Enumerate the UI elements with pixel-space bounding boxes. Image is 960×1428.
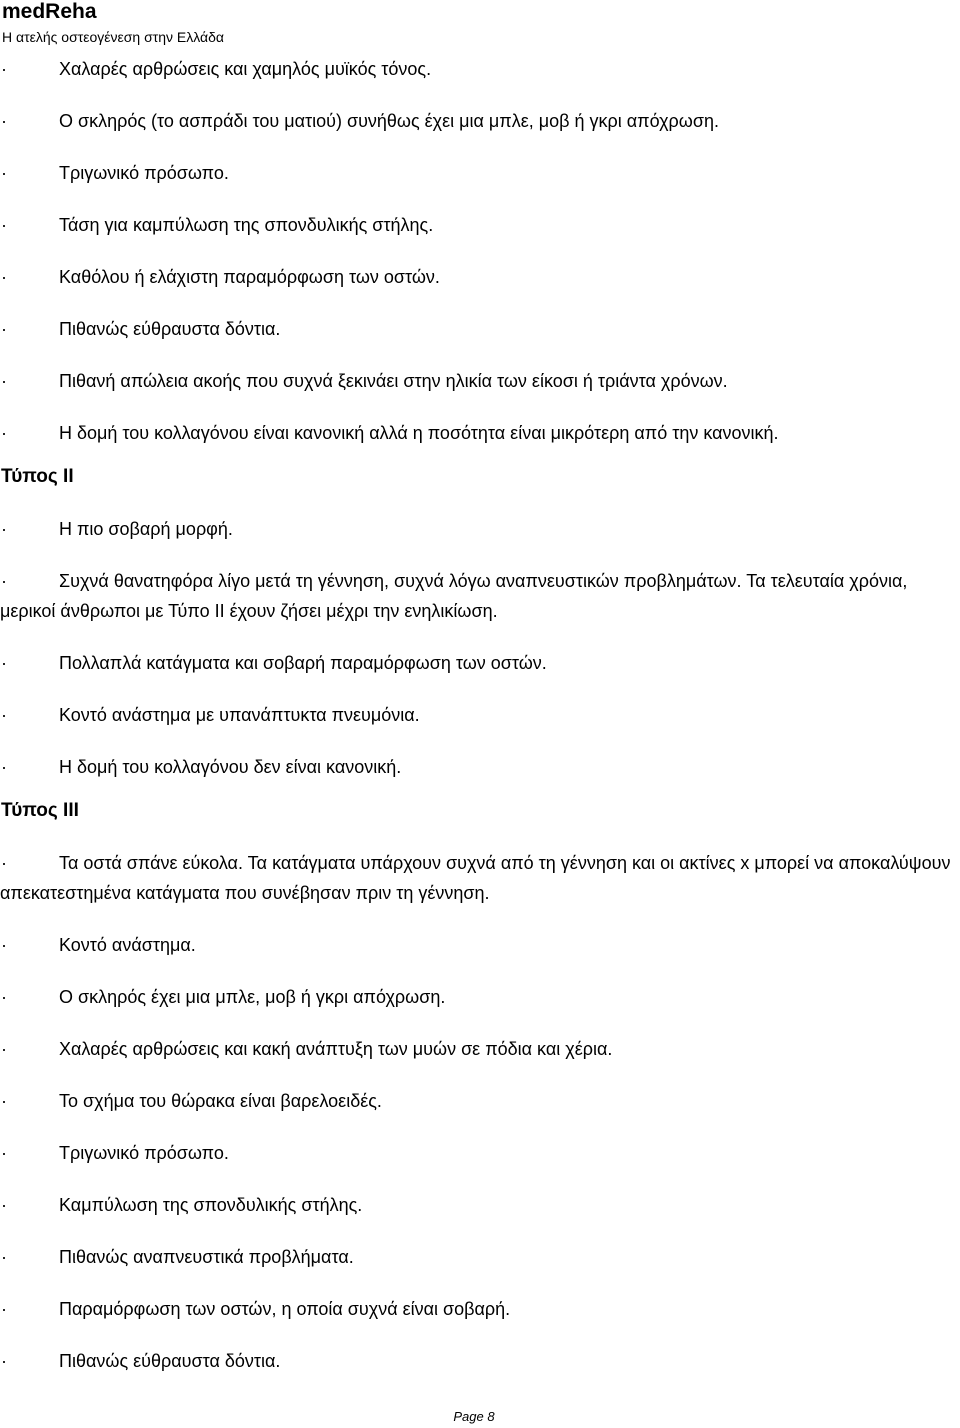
list-item-text: Κοντό ανάστημα με υπανάπτυκτα πνευμόνια. — [59, 705, 420, 725]
section-heading-type-3: Τύπος ΙΙΙ — [1, 800, 79, 821]
list-item — [0, 1294, 960, 1324]
bullet-glyph: · — [1, 1143, 7, 1163]
list-item — [0, 418, 960, 448]
list-item-text: Χαλαρές αρθρώσεις και χαμηλός μυϊκός τόνος. — [59, 59, 432, 79]
list-item — [0, 1190, 960, 1220]
list-item-text: Πιθανώς αναπνευστικά προβλήματα. — [59, 1247, 354, 1267]
bullet-glyph: · — [1, 1247, 7, 1267]
list-item — [0, 514, 960, 544]
list-item-text: Η δομή του κολλαγόνου είναι κανονική αλλά η ποσότητα είναι μικρότερη από την κανονική. — [59, 423, 779, 443]
brand-title: medReha — [2, 0, 97, 23]
list-item — [0, 210, 960, 240]
list-item-text: Πιθανώς εύθραυστα δόντια. — [59, 319, 281, 339]
list-item-text: Καθόλου ή ελάχιστη παραμόρφωση των οστών. — [59, 267, 440, 287]
list-item — [0, 1138, 960, 1168]
list-item — [0, 848, 960, 908]
bullet-glyph: · — [1, 423, 7, 443]
bullet-glyph: · — [1, 1299, 7, 1319]
bullet-glyph: · — [1, 571, 7, 591]
bullet-glyph: · — [1, 1195, 7, 1215]
list-item-text: Κοντό ανάστημα. — [59, 935, 196, 955]
list-item — [0, 1242, 960, 1272]
list-item — [0, 566, 960, 626]
bullet-glyph: · — [1, 653, 7, 673]
bullet-glyph: · — [1, 111, 7, 131]
list-item-text: Πιθανώς εύθραυστα δόντια. — [59, 1351, 281, 1371]
bullet-glyph: · — [1, 1091, 7, 1111]
list-item-text: Πιθανή απώλεια ακοής που συχνά ξεκινάει στην ηλικία των είκοσι ή τριάντα χρόνων. — [59, 371, 728, 391]
list-item-text: Η πιο σοβαρή μορφή. — [59, 519, 233, 539]
bullet-glyph: · — [1, 215, 7, 235]
list-item-text: Καμπύλωση της σπονδυλικής στήλης. — [59, 1195, 363, 1215]
bullet-glyph: · — [1, 267, 7, 287]
list-item-text: Πολλαπλά κατάγματα και σοβαρή παραμόρφωση των οστών. — [59, 653, 547, 673]
bullet-glyph: · — [1, 853, 7, 873]
list-item-text: Τριγωνικό πρόσωπο. — [59, 1143, 229, 1163]
list-item-text: Ο σκληρός (το ασπράδι του ματιού) συνήθως έχει μια μπλε, μοβ ή γκρι απόχρωση. — [59, 111, 719, 131]
list-item — [0, 1034, 960, 1064]
bullet-glyph: · — [1, 705, 7, 725]
list-item — [0, 1086, 960, 1116]
bullet-glyph: · — [1, 519, 7, 539]
page-footer — [0, 1408, 960, 1426]
list-item-text: Συχνά θανατηφόρα λίγο μετά τη γέννηση, συχνά λόγω αναπνευστικών προβλημάτων. Τα τελευταία χρόνια, μερικοί άνθρωποι με Τύπο ΙΙ έχουν ζήσει μέχρι την ενηλικίωση. — [0, 571, 908, 621]
bullet-glyph: · — [1, 59, 7, 79]
list-item — [0, 700, 960, 730]
list-item — [0, 158, 960, 188]
list-item — [0, 648, 960, 678]
list-item — [0, 752, 960, 782]
document-body — [0, 54, 960, 1398]
list-item-text: Το σχήμα του θώρακα είναι βαρελοειδές. — [59, 1091, 382, 1111]
page-header — [2, 0, 942, 46]
bullet-glyph: · — [1, 1039, 7, 1059]
list-item — [0, 314, 960, 344]
list-item — [0, 54, 960, 84]
list-item — [0, 1346, 960, 1376]
list-item-text: Ο σκληρός έχει μια μπλε, μοβ ή γκρι απόχρωση. — [59, 987, 446, 1007]
list-item — [0, 982, 960, 1012]
header-tagline: Η ατελής οστεογένεση στην Ελλάδα — [2, 29, 225, 45]
list-item-text: Τριγωνικό πρόσωπο. — [59, 163, 229, 183]
list-item-text: Η δομή του κολλαγόνου δεν είναι κανονική. — [59, 757, 402, 777]
list-item-text: Παραμόρφωση των οστών, η οποία συχνά είναι σοβαρή. — [59, 1299, 511, 1319]
bullet-glyph: · — [1, 163, 7, 183]
bullet-glyph: · — [1, 371, 7, 391]
list-item-text: Τα οστά σπάνε εύκολα. Τα κατάγματα υπάρχουν συχνά από τη γέννηση και οι ακτίνες x μπορεί να αποκαλύψουν απεκατεστημένα κατάγματα που συνέβησαν πριν τη γέννηση. — [0, 853, 951, 903]
list-item — [0, 366, 960, 396]
list-item — [0, 262, 960, 292]
list-item — [0, 106, 960, 136]
bullet-glyph: · — [1, 935, 7, 955]
bullet-glyph: · — [1, 1351, 7, 1371]
bullet-glyph: · — [1, 319, 7, 339]
bullet-glyph: · — [1, 987, 7, 1007]
section-heading-type-2: Τύπος ΙΙ — [1, 466, 74, 487]
bullet-glyph: · — [1, 757, 7, 777]
list-item-text: Τάση για καμπύλωση της σπονδυλικής στήλης. — [59, 215, 434, 235]
page-number: Page 8 — [453, 1409, 495, 1424]
list-item — [0, 930, 960, 960]
list-item-text: Χαλαρές αρθρώσεις και κακή ανάπτυξη των μυών σε πόδια και χέρια. — [59, 1039, 613, 1059]
